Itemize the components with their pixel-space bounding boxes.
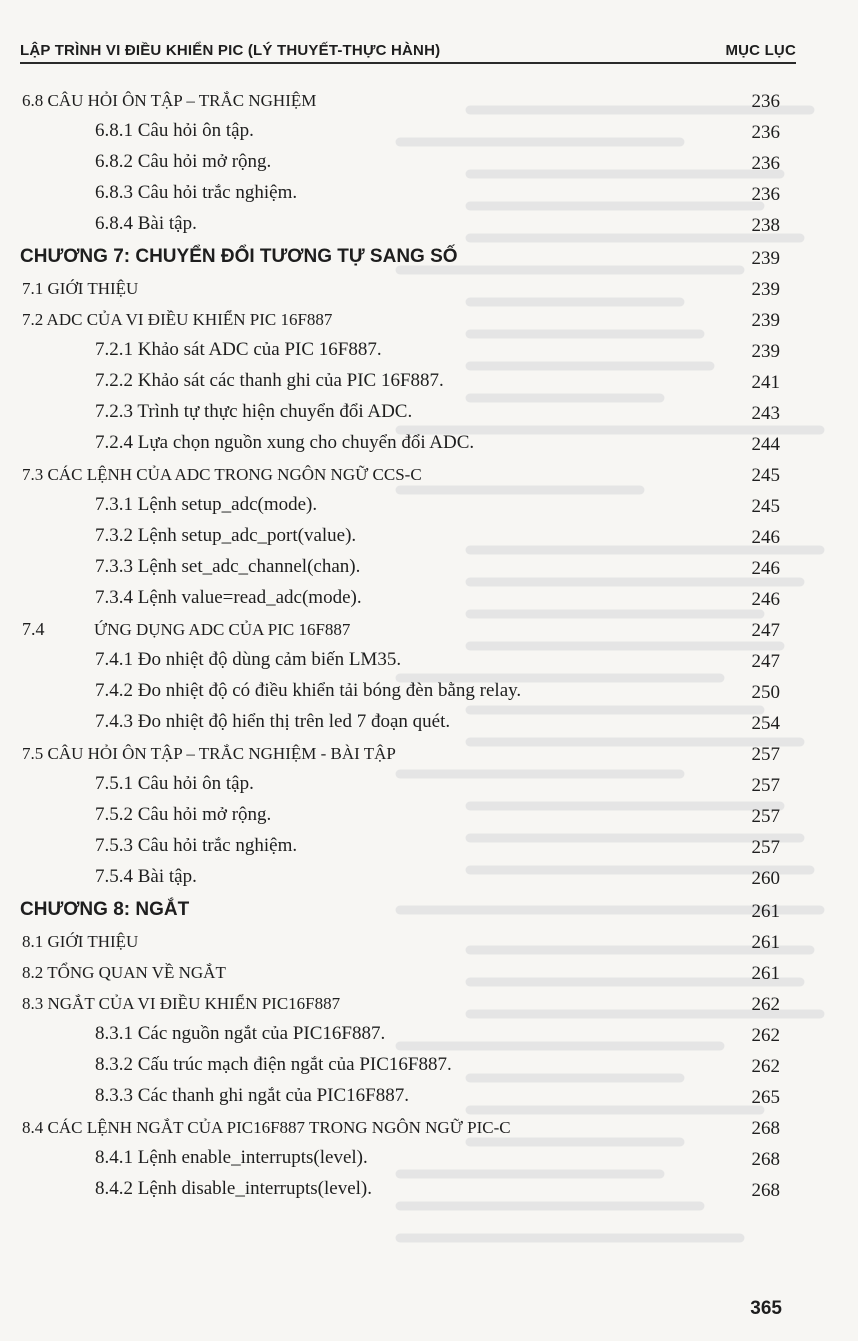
page-number: 257 xyxy=(751,744,780,765)
book-title: LẬP TRÌNH VI ĐIỀU KHIỂN PIC (LÝ THUYẾT-THỰC HÀNH) xyxy=(20,42,441,59)
toc-entry-7-2-2: 7.2.2 Khảo sát các thanh ghi của PIC 16F887. 241 xyxy=(95,370,780,393)
page-number: 268 xyxy=(751,1180,780,1201)
toc-entry-7-3: 7.3 CÁC LỆNH CỦA ADC TRONG NGÔN NGỮ CCS-C 245 xyxy=(22,465,780,486)
toc-entry-7-3-4: 7.3.4 Lệnh value=read_adc(mode). 246 xyxy=(95,587,780,610)
page-number: 236 xyxy=(751,184,780,205)
toc-entry-8-2: 8.2 TỔNG QUAN VỀ NGẮT 261 xyxy=(22,963,780,984)
toc-entry-8-3: 8.3 NGẮT CỦA VI ĐIỀU KHIỂN PIC16F887 262 xyxy=(22,994,780,1015)
page-number: 268 xyxy=(751,1149,780,1170)
toc-entry-7-4-2: 7.4.2 Đo nhiệt độ có điều khiển tải bóng đèn bằng relay. 250 xyxy=(95,680,780,703)
page-number: 246 xyxy=(751,558,780,579)
toc-entry-7-1: 7.1 GIỚI THIỆU 239 xyxy=(22,279,780,300)
page-number: 239 xyxy=(751,341,780,362)
toc-entry-7-5-3: 7.5.3 Câu hỏi trắc nghiệm. 257 xyxy=(95,835,780,858)
section-title: ỨNG DỤNG ADC CỦA PIC 16F887 xyxy=(94,620,351,639)
running-header xyxy=(20,36,796,64)
page-number: 247 xyxy=(751,620,780,641)
toc-entry-7-4-3: 7.4.3 Đo nhiệt độ hiển thị trên led 7 đoạn quét. 254 xyxy=(95,711,780,734)
page-number: 247 xyxy=(751,651,780,672)
page-number: 239 xyxy=(751,248,780,269)
page-number: 262 xyxy=(751,1025,780,1046)
toc-entry-7-2: 7.2 ADC CỦA VI ĐIỀU KHIỂN PIC 16F887 239 xyxy=(22,310,780,331)
page-number: 265 xyxy=(751,1087,780,1108)
page-number: 239 xyxy=(751,310,780,331)
page-number: 236 xyxy=(751,91,780,112)
toc-entry-8-3-2: 8.3.2 Cấu trúc mạch điện ngắt của PIC16F887. 262 xyxy=(95,1054,780,1077)
page-number: 254 xyxy=(751,713,780,734)
toc-entry-8-4: 8.4 CÁC LỆNH NGẮT CỦA PIC16F887 TRONG NGÔN NGỮ PIC-C 268 xyxy=(22,1118,780,1139)
toc-entry-7-4-1: 7.4.1 Đo nhiệt độ dùng cảm biến LM35. 247 xyxy=(95,649,780,672)
section-number: 7.4 xyxy=(22,619,45,639)
page-number: 257 xyxy=(751,775,780,796)
toc-entry-8-3-1: 8.3.1 Các nguồn ngắt của PIC16F887. 262 xyxy=(95,1023,780,1046)
page-number: 257 xyxy=(751,837,780,858)
toc-chapter-8: CHƯƠNG 8: NGẮT 261 xyxy=(20,899,780,922)
page-number: 257 xyxy=(751,806,780,827)
toc-entry-8-4-1: 8.4.1 Lệnh enable_interrupts(level). 268 xyxy=(95,1147,780,1170)
page-number: 239 xyxy=(751,279,780,300)
page-number: 236 xyxy=(751,122,780,143)
page-number: 261 xyxy=(751,932,780,953)
toc-entry-7-3-2: 7.3.2 Lệnh setup_adc_port(value). 246 xyxy=(95,525,780,548)
toc-entry-6-8: 6.8 CÂU HỎI ÔN TẬP – TRẮC NGHIỆM 236 xyxy=(22,91,780,112)
page-number: 262 xyxy=(751,994,780,1015)
page-number: 246 xyxy=(751,589,780,610)
folio-page-number: 365 xyxy=(750,1298,782,1319)
page-number: 250 xyxy=(751,682,780,703)
page-number: 243 xyxy=(751,403,780,424)
toc-entry-7-2-3: 7.2.3 Trình tự thực hiện chuyển đổi ADC. 243 xyxy=(95,401,780,424)
toc-entry-7-2-1: 7.2.1 Khảo sát ADC của PIC 16F887. 239 xyxy=(95,339,780,362)
page-number: 236 xyxy=(751,153,780,174)
toc-entry-7-2-4: 7.2.4 Lựa chọn nguồn xung cho chuyển đổi ADC. 244 xyxy=(95,432,780,455)
toc-entry-6-8-4: 6.8.4 Bài tập. 238 xyxy=(95,213,780,236)
page-number: 260 xyxy=(751,868,780,889)
section-title: MỤC LỤC xyxy=(725,42,796,59)
toc-entry-7-4 xyxy=(0,613,858,644)
page-number: 268 xyxy=(751,1118,780,1139)
page-number: 261 xyxy=(751,901,780,922)
toc-entry-7-5: 7.5 CÂU HỎI ÔN TẬP – TRẮC NGHIỆM - BÀI TẬP 257 xyxy=(22,744,780,765)
page-number: 261 xyxy=(751,963,780,984)
page-number: 244 xyxy=(751,434,780,455)
toc-entry-6-8-3: 6.8.3 Câu hỏi trắc nghiệm. 236 xyxy=(95,182,780,205)
toc-chapter-7: CHƯƠNG 7: CHUYỂN ĐỔI TƯƠNG TỰ SANG SỐ 239 xyxy=(20,246,780,269)
page-number: 245 xyxy=(751,465,780,486)
toc-entry-6-8-1: 6.8.1 Câu hỏi ôn tập. 236 xyxy=(95,120,780,143)
table-of-contents xyxy=(0,84,858,1204)
page-number: 245 xyxy=(751,496,780,517)
toc-entry-7-3-1: 7.3.1 Lệnh setup_adc(mode). 245 xyxy=(95,494,780,517)
toc-entry-7-5-4: 7.5.4 Bài tập. 260 xyxy=(95,866,780,889)
page-number: 262 xyxy=(751,1056,780,1077)
toc-entry-6-8-2: 6.8.2 Câu hỏi mở rộng. 236 xyxy=(95,151,780,174)
page-number: 241 xyxy=(751,372,780,393)
toc-entry-8-3-3: 8.3.3 Các thanh ghi ngắt của PIC16F887. 265 xyxy=(95,1085,780,1108)
toc-entry-7-3-3: 7.3.3 Lệnh set_adc_channel(chan). 246 xyxy=(95,556,780,579)
page-number: 246 xyxy=(751,527,780,548)
toc-entry-7-5-1: 7.5.1 Câu hỏi ôn tập. 257 xyxy=(95,773,780,796)
toc-entry-8-4-2: 8.4.2 Lệnh disable_interrupts(level). 268 xyxy=(95,1178,780,1201)
toc-entry-8-1: 8.1 GIỚI THIỆU 261 xyxy=(22,932,780,953)
toc-entry-7-5-2: 7.5.2 Câu hỏi mở rộng. 257 xyxy=(95,804,780,827)
page-number: 238 xyxy=(751,215,780,236)
